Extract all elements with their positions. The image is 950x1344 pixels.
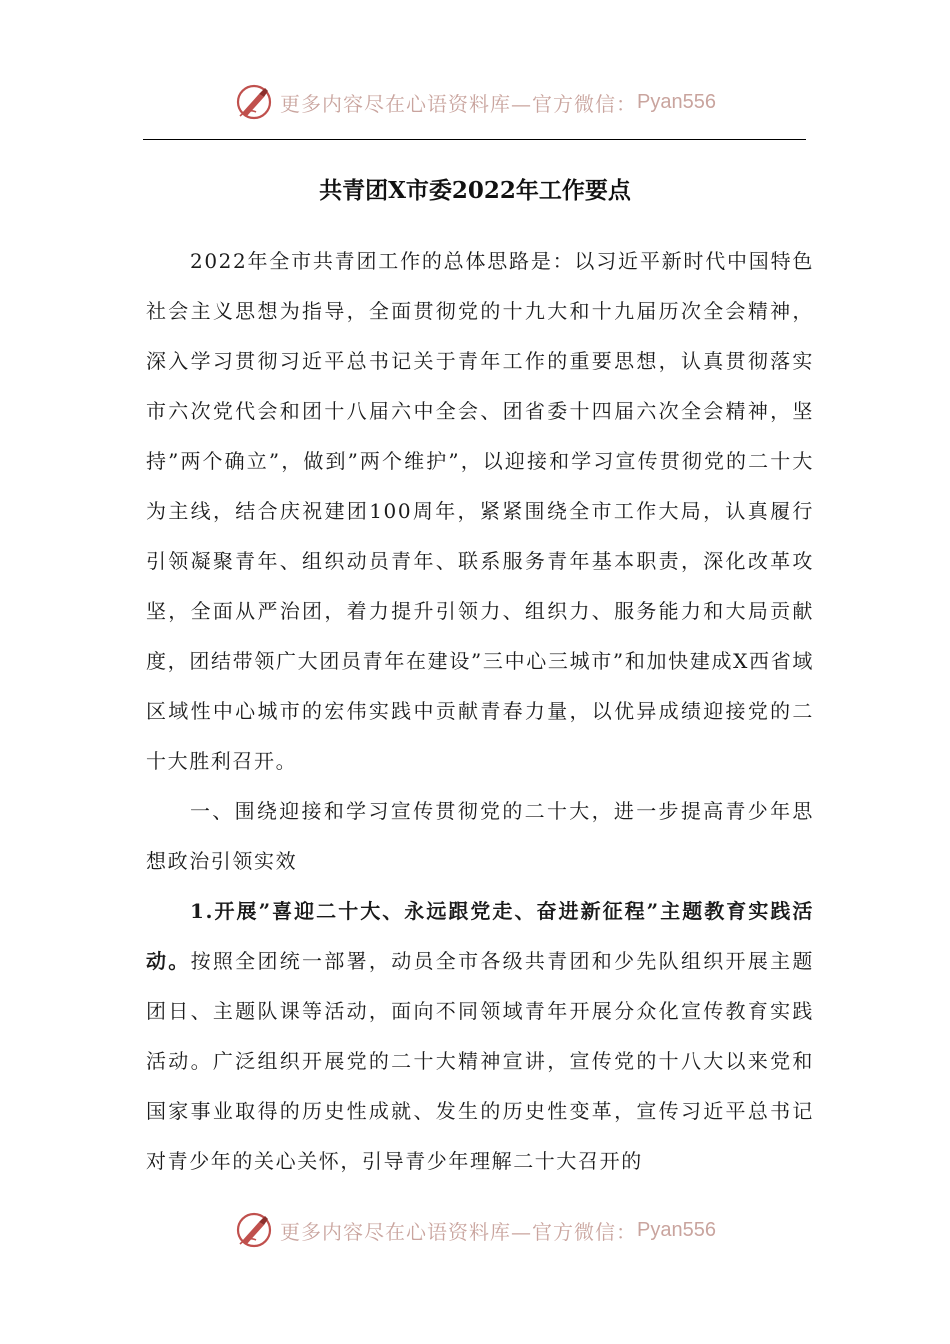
item-title: 1.开展”喜迎二十大、永远跟党走、奋进新征程”主题教育实践活动。 — [146, 899, 814, 973]
item-body: 按照全团统一部署，动员全市各级共青团和少先队组织开展主题团日、主题队课等活动，面向不同领域青年开展分众化宣传教育实践活动。广泛组织开展党的二十大精神宣讲，宣传党的十八大以来党和国家事业取得的历史性成就、发生的历史性变革，宣传习近平总书记对青少年的关心关怀，引导青少年理解二十大召开的 — [146, 949, 814, 1173]
section-heading: 一、围绕迎接和学习宣传贯彻党的二十大，进一步提高青少年思想政治引领实效 — [146, 799, 814, 873]
item-paragraph — [146, 886, 814, 1186]
document-body — [146, 236, 814, 1186]
header-banner — [0, 80, 950, 124]
pen-nib-logo-icon — [234, 1210, 274, 1250]
page-title: 共青团X市委2022年工作要点 — [319, 177, 631, 204]
intro-paragraph: 2022年全市共青团工作的总体思路是：以习近平新时代中国特色社会主义思想为指导，全面贯彻党的十九大和十九届历次全会精神，深入学习贯彻习近平总书记关于青年工作的重要思想，认真贯彻落实市六次党代会和团十八届六中全会、团省委十四届六次全会精神，坚持”两个确立”，做到”两个维护”，以迎接和学习宣传贯彻党的二十大为主线，结合庆祝建团100周年，紧紧围绕全市工作大局，认真履行引领凝聚青年、组织动员青年、联系服务青年基本职责，深化改革攻坚，全面从严治团，着力提升引领力、组织力、服务能力和大局贡献度，团结带领广大团员青年在建设”三中心三城市”和加快建成X西省域区域性中心城市的宏伟实践中贡献青春力量，以优异成绩迎接党的二十大胜利召开。 — [146, 249, 814, 773]
header-divider — [143, 139, 806, 140]
footer-banner — [0, 1208, 950, 1252]
wechat-id: Pyan556 — [637, 1218, 716, 1241]
banner-text: 更多内容尽在心语资料库—官方微信： — [280, 1219, 638, 1244]
wechat-id: Pyan556 — [637, 90, 716, 113]
banner-text: 更多内容尽在心语资料库—官方微信： — [280, 91, 638, 116]
pen-nib-logo-icon — [234, 82, 274, 122]
